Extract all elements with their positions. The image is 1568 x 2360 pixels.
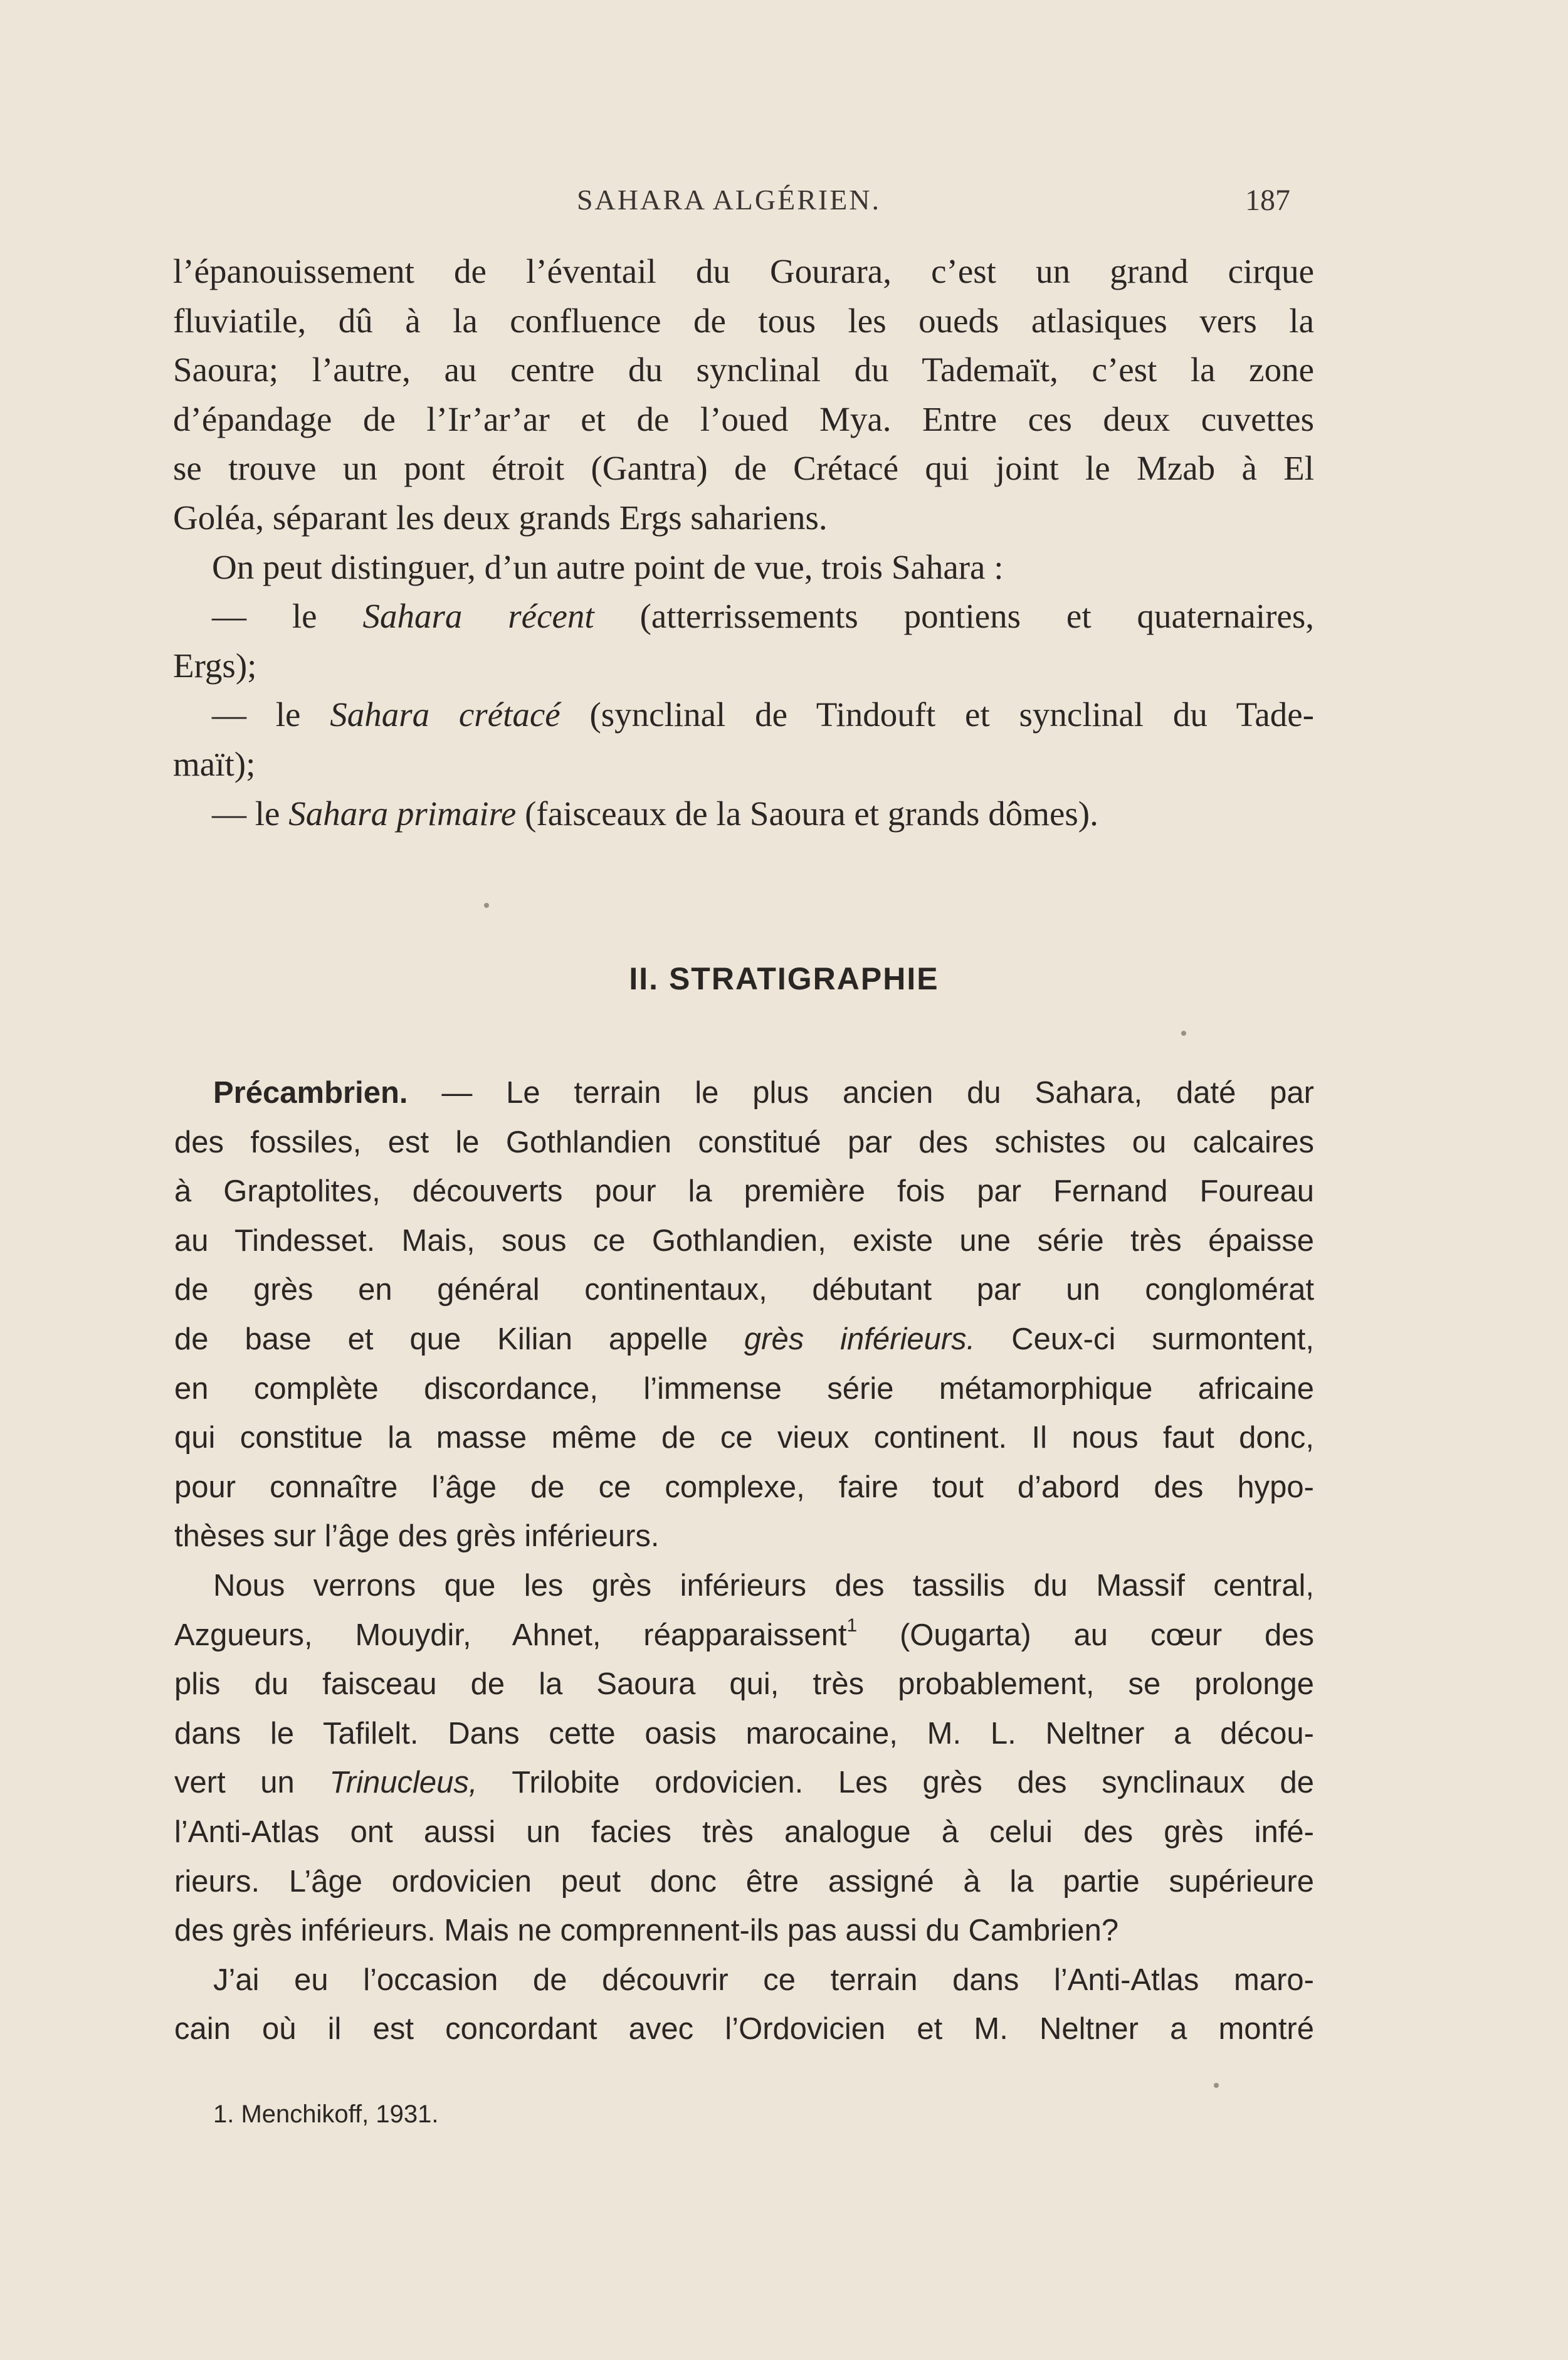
text-line: des fossiles, est le Gothlandien constitué par des schistes ou calcaires [174,1125,1314,1159]
text-line: au Tindesset. Mais, sous ce Gothlandien, existe une série très épaisse [174,1223,1314,1258]
text: (faisceaux de la Saoura et grands dômes). [516,794,1098,833]
text-line: en complète discordance, l’immense série métamorphique africaine [174,1371,1314,1406]
page-number: 187 [1245,184,1290,217]
term: Sahara primaire [288,794,517,833]
paper-speck [1214,2083,1219,2088]
text: de base et que Kilian appelle [174,1322,744,1356]
text-line [174,1611,1314,1660]
text-line: d’épandage de l’Ir’ar’ar et de l’oued Mya. Entre ces deux cuvettes [173,399,1314,438]
text-line: à Graptolites, découverts pour la première fois par Fernand Foureau [174,1174,1314,1209]
text-line: de grès en général continentaux, débutant par un conglomérat [174,1273,1314,1307]
text-line: Saoura; l’autre, au centre du synclinal du Tademaït, c’est la zone [173,350,1314,389]
text-line: l’épanouissement de l’éventail du Gourara, c’est un grand cirque [173,252,1314,290]
paper-speck [484,903,489,908]
text-line: Nous verrons que les grès inférieurs des tassilis du Massif central, [213,1568,1314,1603]
text: (atterrissements pontiens et quaternaires, [594,597,1314,636]
term: grès inférieurs. [744,1322,976,1356]
text-line: Ergs); [173,646,257,685]
text-line: On peut distinguer, d’un autre point de vue, trois Sahara : [212,547,1004,586]
footnote-ref[interactable]: 1 [846,1615,858,1636]
text-line: l’Anti-Atlas ont aussi un facies très analogue à celui des grès infé- [174,1815,1314,1849]
text: Trilobite ordovicien. Les grès des synclinaux de [477,1766,1315,1800]
text-line: rieurs. L’âge ordovicien peut donc être assigné à la partie supérieure [174,1864,1314,1899]
text-line: dans le Tafilelt. Dans cette oasis marocaine, M. L. Neltner a décou- [174,1716,1314,1751]
term: Sahara récent [362,597,594,636]
text-line [174,1068,1314,1118]
paragraph-lead: Précambrien. [213,1076,408,1110]
text-line: des grès inférieurs. Mais ne comprennent-ils pas aussi du Cambrien? [174,1914,1119,1948]
text-line: Goléa, séparant les deux grands Ergs sahariens. [173,498,828,537]
text-line: maït); [173,744,256,783]
paper-speck [1181,1031,1186,1036]
text-line: J’ai eu l’occasion de découvrir ce terrain dans l’Anti-Atlas maro- [213,1962,1314,1997]
dash: — le [212,695,330,734]
intro-text [173,247,1314,838]
text: Azgueurs, Mouydir, Ahnet, réapparaissent [174,1618,847,1652]
text: (Ougarta) au cœur des [857,1618,1314,1652]
list-item-sahara-primaire [173,789,1314,839]
text-line [174,1758,1314,1808]
footnote: 1. Menchikoff, 1931. [213,2100,439,2128]
section-heading: II. STRATIGRAPHIE [629,961,939,996]
running-head: SAHARA ALGÉRIEN. [577,184,881,216]
text-line: cain où il est concordant avec l’Ordovicien et M. Neltner a montré [174,2012,1314,2047]
text-line: se trouve un pont étroit (Gantra) de Crétacé qui joint le Mzab à El [173,449,1314,488]
text-line: plis du faisceau de la Saoura qui, très probablement, se prolonge [174,1667,1314,1702]
stratigraphy-text [174,1068,1314,2054]
text-line: fluviatile, dû à la confluence de tous les oueds atlasiques vers la [173,301,1314,340]
text: — Le terrain le plus ancien du Sahara, daté par [408,1076,1314,1110]
text-line: thèses sur l’âge des grès inférieurs. [174,1519,660,1554]
text-line [174,1315,1314,1364]
text: Ceux-ci surmontent, [975,1322,1314,1356]
dash: — le [212,794,289,833]
text: (synclinal de Tindouft et synclinal du Tade- [560,695,1314,734]
term: Sahara crétacé [330,695,560,734]
text-line: pour connaître l’âge de ce complexe, faire tout d’abord des hypo- [174,1470,1314,1504]
text: vert un [174,1766,330,1800]
text-line: qui constitue la masse même de ce vieux continent. Il nous faut donc, [174,1421,1314,1455]
term: Trinucleus, [329,1766,478,1800]
page-header [0,183,1568,227]
dash: — le [212,597,363,636]
list-item-sahara-recent [173,592,1314,641]
list-item-sahara-cretace [173,690,1314,740]
